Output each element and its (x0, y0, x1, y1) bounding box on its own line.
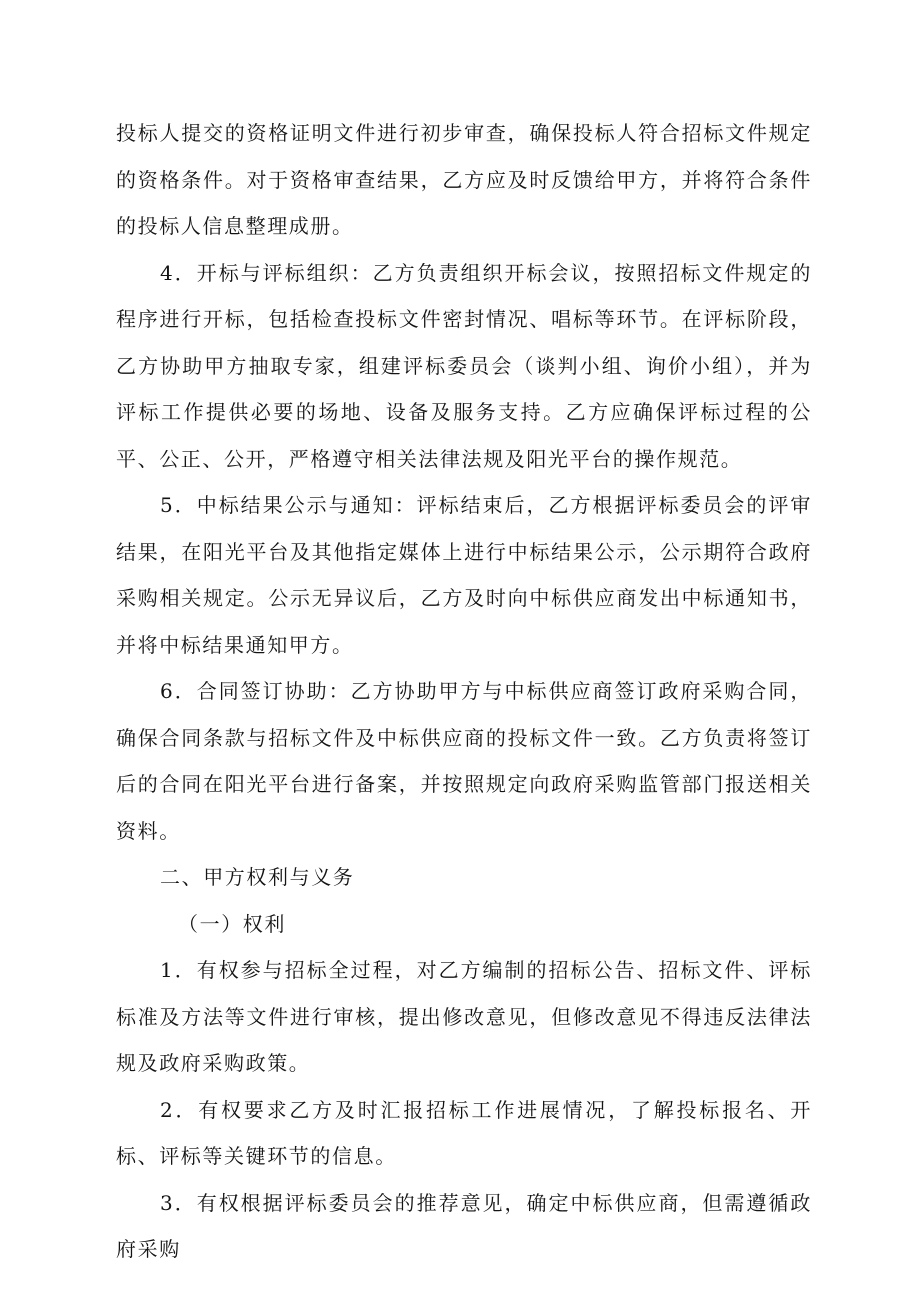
paragraph-item-6-contract-signing: 6．合同签订协助：乙方协助甲方与中标供应商签订政府采购合同，确保合同条款与招标文件及中标供应商的投标文件一致。乙方负责将签订后的合同在阳光平台进行备案，并按照规定向政府采购监管部门报送相关资料。 (116, 679, 812, 843)
paragraph-item-5-result-publication: 5．中标结果公示与通知：评标结束后，乙方根据评标委员会的评审结果，在阳光平台及其他指定媒体上进行中标结果公示，公示期符合政府采购相关规定。公示无异议后，乙方及时向中标供应商发出中标通知书，并将中标结果通知甲方。 (116, 493, 812, 657)
subsection-heading-rights: （一）权利 (178, 911, 286, 936)
paragraph-qualification-review-continued: 投标人提交的资格证明文件进行初步审查，确保投标人符合招标文件规定的资格条件。对于资格审查结果，乙方应及时反馈给甲方，并将符合条件的投标人信息整理成册。 (116, 121, 812, 238)
section-heading-party-a-rights-duties: 二、甲方权利与义务 (160, 865, 355, 889)
paragraph-right-2: 2．有权要求乙方及时汇报招标工作进展情况，了解投标报名、开标、评标等关键环节的信息。 (116, 1097, 812, 1168)
paragraph-right-1: 1．有权参与招标全过程，对乙方编制的招标公告、招标文件、评标标准及方法等文件进行审核，提出修改意见，但修改意见不得违反法律法规及政府采购政策。 (116, 958, 812, 1075)
document-page (116, 110, 812, 1273)
paragraph-right-3: 3．有权根据评标委员会的推荐意见，确定中标供应商，但需遵循政府采购 (116, 1190, 812, 1261)
paragraph-item-4-bid-opening: 4．开标与评标组织：乙方负责组织开标会议，按照招标文件规定的程序进行开标，包括检查投标文件密封情况、唱标等环节。在评标阶段，乙方协助甲方抽取专家，组建评标委员会（谈判小组、询价小组），并为评标工作提供必要的场地、设备及服务支持。乙方应确保评标过程的公平、公正、公开，严格遵守相关法律法规及阳光平台的操作规范。 (116, 260, 812, 471)
